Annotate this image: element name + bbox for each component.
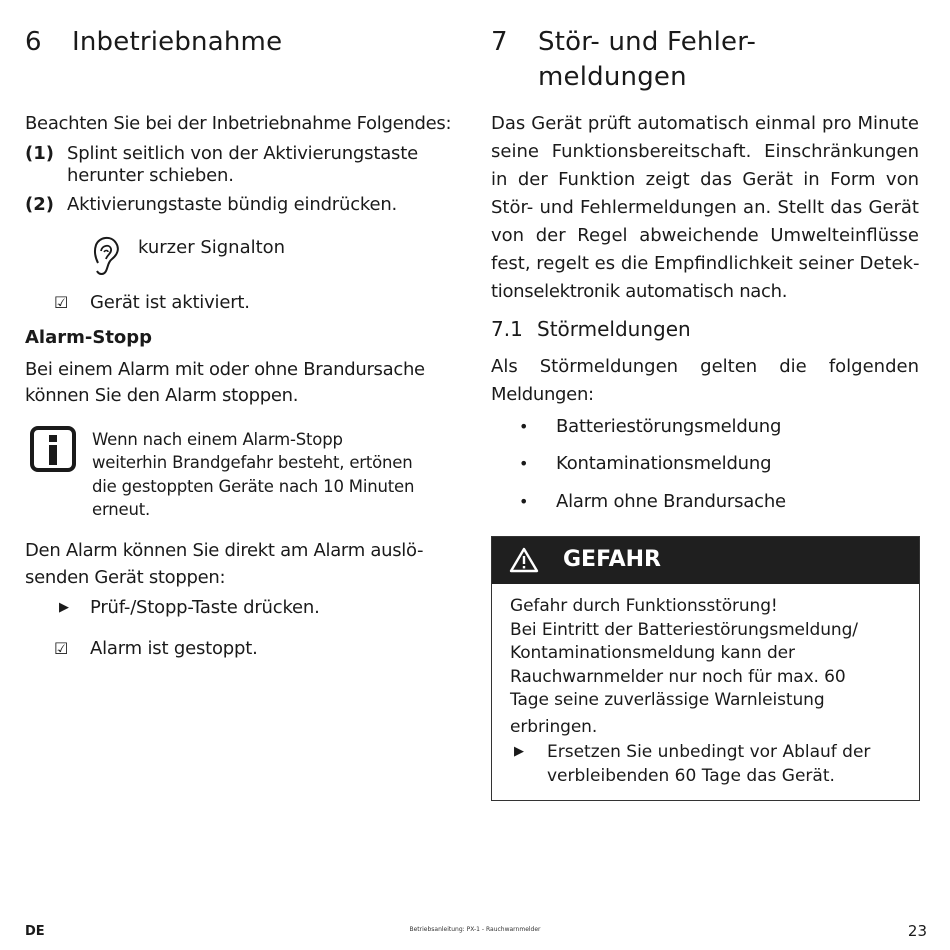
list-item: Kontaminationsmeldung bbox=[556, 453, 772, 474]
action-text: Prüf-/Stopp-Taste drücken. bbox=[90, 597, 320, 618]
section-title-line: Stör- und Fehler- bbox=[538, 27, 757, 57]
paragraph-line: fest, regelt es die Empfindlichkeit seiner Detek- bbox=[491, 253, 920, 274]
bullet-icon: • bbox=[519, 492, 529, 511]
section-title-line: meldungen bbox=[538, 62, 687, 92]
step-number: (1) bbox=[25, 143, 54, 164]
section-number: 6 bbox=[25, 27, 42, 57]
alarm-stopp-subheading: Alarm-Stopp bbox=[25, 327, 153, 348]
sub-intro-line: Meldungen: bbox=[491, 384, 594, 405]
danger-box bbox=[491, 536, 920, 801]
result-text: Alarm ist gestoppt. bbox=[90, 638, 258, 659]
checkbox-icon: ☑ bbox=[54, 639, 69, 658]
danger-action-line: Ersetzen Sie unbedingt vor Ablauf der bbox=[547, 742, 871, 762]
direct-text-line: senden Gerät stoppen: bbox=[25, 567, 226, 588]
paragraph-line: von der Regel abweichende Umwelteinflüsse bbox=[491, 225, 919, 246]
danger-header bbox=[492, 537, 919, 584]
alarm-text-line: Bei einem Alarm mit oder ohne Brandursache bbox=[25, 359, 425, 380]
subsection-title: Störmeldungen bbox=[537, 317, 691, 341]
arrow-right-icon: ▶ bbox=[59, 600, 69, 615]
subsection-heading bbox=[491, 315, 691, 343]
paragraph-line: Stör- und Fehlermeldungen an. Stellt das Gerät bbox=[491, 197, 919, 218]
danger-heading: Gefahr durch Funktionsstörung! bbox=[510, 596, 778, 616]
intro-text: Beachten Sie bei der Inbetriebnahme Folgendes: bbox=[25, 113, 452, 134]
result-text: Gerät ist aktiviert. bbox=[90, 292, 250, 313]
checkbox-icon: ☑ bbox=[54, 293, 69, 312]
list-item: Batteriestörungsmeldung bbox=[556, 416, 782, 437]
subsection-number: 7.1 bbox=[491, 317, 523, 341]
step-text-line: herunter schieben. bbox=[67, 165, 234, 186]
arrow-right-icon: ▶ bbox=[514, 744, 524, 759]
danger-line: erbringen. bbox=[510, 717, 598, 737]
info-line: die gestoppten Geräte nach 10 Minuten bbox=[92, 476, 415, 496]
paragraph-line: tionselektronik automatisch nach. bbox=[491, 281, 788, 302]
danger-line: Kontaminationsmeldung kann der bbox=[510, 643, 795, 663]
page-number: 23 bbox=[907, 922, 927, 940]
signal-text: kurzer Signalton bbox=[138, 237, 286, 258]
alarm-text-line: können Sie den Alarm stoppen. bbox=[25, 385, 299, 406]
info-note bbox=[92, 428, 414, 521]
warning-triangle-icon bbox=[509, 547, 539, 573]
danger-line: Rauchwarnmelder nur noch für max. 60 bbox=[510, 667, 846, 687]
footer-language: DE bbox=[25, 924, 45, 939]
paragraph-line: seine Funktionsbereitschaft. Einschränkungen bbox=[491, 141, 919, 162]
danger-line: Bei Eintritt der Batteriestörungsmeldung/ bbox=[510, 620, 858, 640]
step-text-line: Splint seitlich von der Aktivierungstaste bbox=[67, 143, 418, 164]
danger-line: Tage seine zuverlässige Warnleistung bbox=[510, 690, 825, 710]
step-text-line: Aktivierungstaste bündig eindrücken. bbox=[67, 194, 398, 215]
danger-action-line: verbleibenden 60 Tage das Gerät. bbox=[547, 766, 835, 786]
section-number: 7 bbox=[491, 27, 508, 57]
bullet-icon: • bbox=[519, 454, 529, 473]
footer-document-title: Betriebsanleitung: PX-1 - Rauchwarnmelder bbox=[409, 926, 541, 933]
step-number: (2) bbox=[25, 194, 54, 215]
list-item: Alarm ohne Brandursache bbox=[556, 491, 786, 512]
section-title: Inbetriebnahme bbox=[72, 27, 283, 57]
danger-title: GEFAHR bbox=[563, 547, 661, 572]
info-line: weiterhin Brandgefahr besteht, ertönen bbox=[92, 453, 413, 473]
sub-intro-line: Als Störmeldungen gelten die folgenden bbox=[491, 356, 919, 377]
info-line: erneut. bbox=[92, 499, 151, 519]
paragraph-line: in der Funktion zeigt das Gerät in Form von bbox=[491, 169, 919, 190]
info-line: Wenn nach einem Alarm-Stopp bbox=[92, 430, 343, 449]
ear-icon bbox=[91, 233, 121, 279]
info-icon bbox=[30, 426, 76, 472]
direct-text-line: Den Alarm können Sie direkt am Alarm auslö- bbox=[25, 540, 424, 561]
paragraph-line: Das Gerät prüft automatisch einmal pro Minute bbox=[491, 113, 919, 134]
bullet-icon: • bbox=[519, 417, 529, 436]
